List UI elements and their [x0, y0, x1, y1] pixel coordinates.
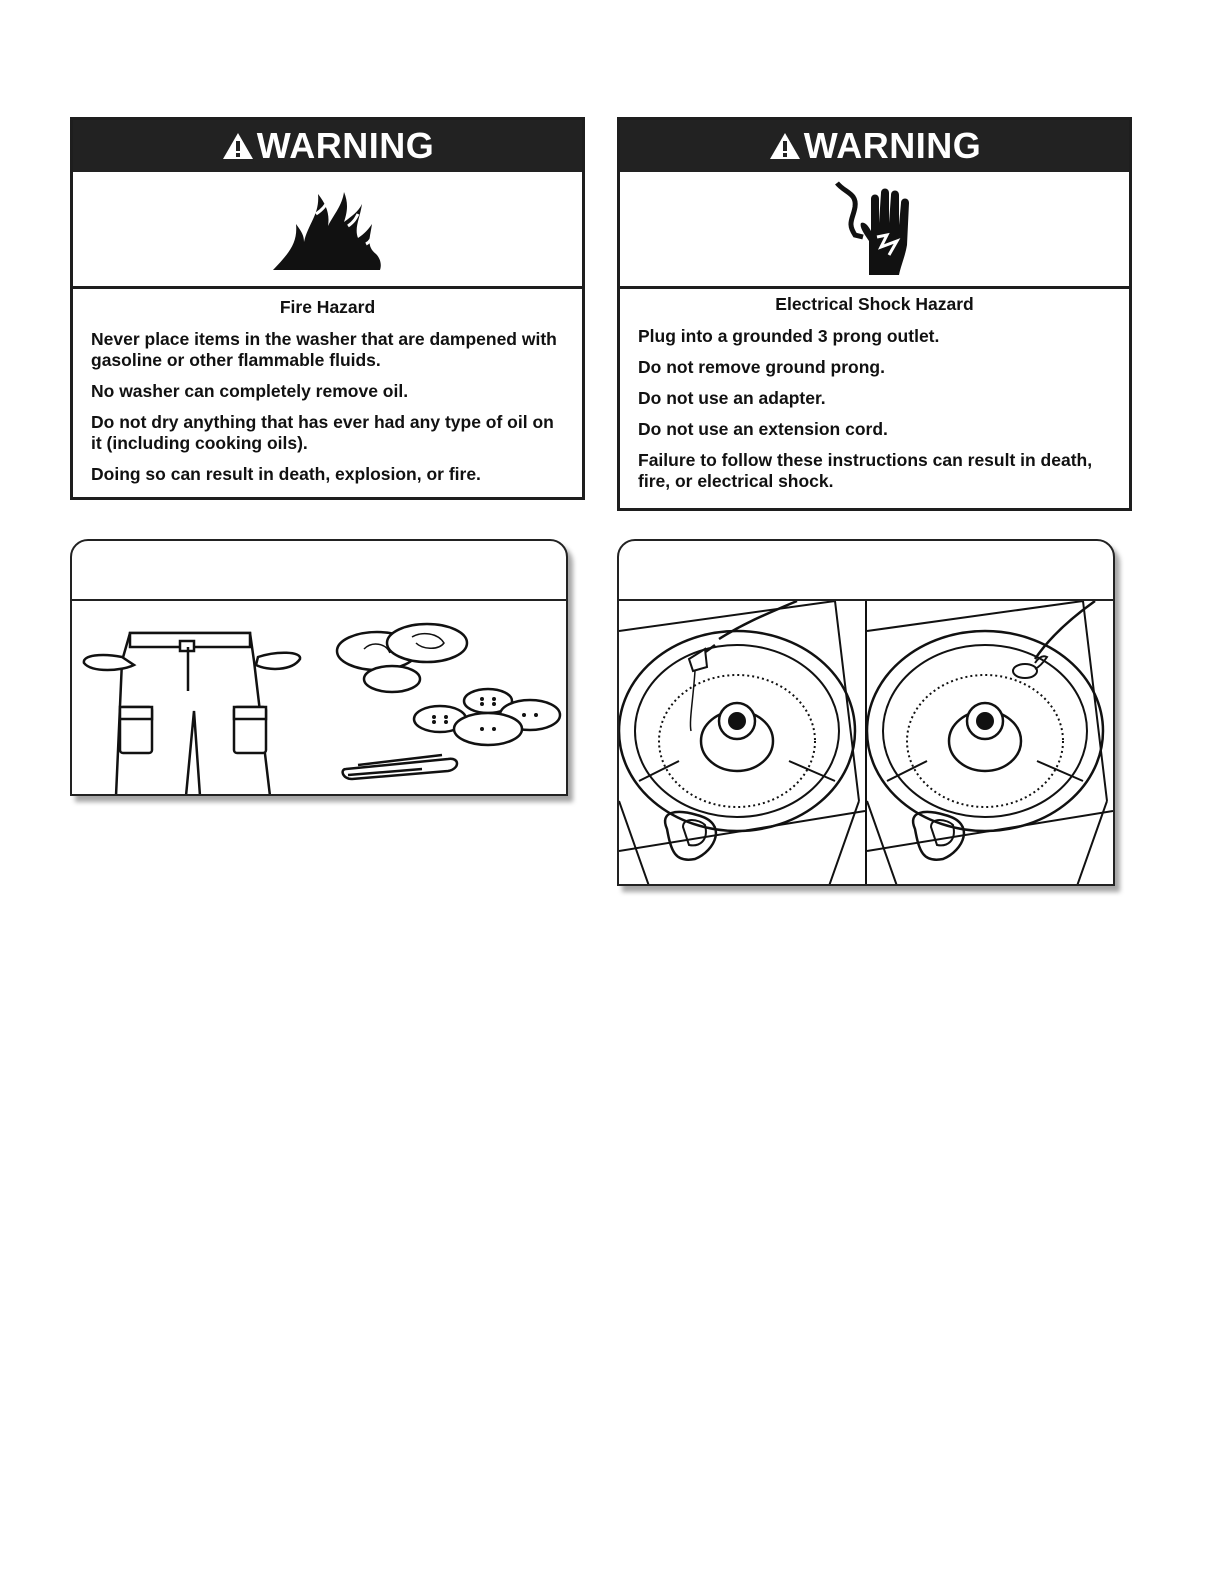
warning-line: Never place items in the washer that are dampened with gasoline or other flammable fluids. — [91, 329, 557, 370]
warning-line: Do not use an extension cord. — [638, 419, 888, 439]
electrical-warning-box — [617, 117, 1132, 511]
alert-triangle-icon — [768, 131, 802, 161]
panel-caption-area — [619, 541, 1113, 601]
shock-icon-area — [620, 172, 1129, 289]
alert-triangle-icon — [221, 131, 255, 161]
washer-panel — [617, 539, 1115, 886]
warning-line: Doing so can result in death, explosion, or fire. — [91, 464, 481, 484]
electric-shock-hand-icon — [825, 179, 925, 279]
fire-icon — [268, 184, 388, 274]
warning-title: WARNING — [256, 125, 435, 166]
washer-basket-pour-and-spoon-icon — [619, 601, 1113, 886]
warning-header — [620, 120, 1129, 172]
empty-pockets-coins-buttons-pins-icon — [72, 601, 566, 796]
empty-pockets-panel — [70, 539, 568, 796]
warning-line: Do not dry anything that has ever had any type of oil on it (including cooking oils). — [91, 412, 554, 453]
washer-spoon-icon — [867, 601, 1113, 886]
warning-line: Plug into a grounded 3 prong outlet. — [638, 326, 940, 346]
hazard-title: Fire Hazard — [279, 297, 376, 317]
coins-icon — [337, 624, 467, 692]
warning-line: Do not use an adapter. — [638, 388, 826, 408]
warning-line: No washer can completely remove oil. — [91, 381, 409, 401]
hazard-title: Electrical Shock Hazard — [775, 294, 974, 314]
pants-icon — [84, 633, 300, 796]
panel-caption-area — [72, 541, 566, 601]
safety-pins-icon — [343, 755, 457, 779]
warning-text — [620, 289, 1129, 492]
warning-line: Failure to follow these instructions can result in death, fire, or electrical shock. — [638, 450, 1093, 491]
warning-header — [73, 120, 582, 172]
warning-line: Do not remove ground prong. — [638, 357, 885, 377]
fire-warning-box — [70, 117, 585, 500]
warning-text — [73, 289, 582, 485]
washer-pour-icon — [619, 601, 865, 886]
warning-title: WARNING — [803, 125, 982, 166]
fire-icon-area — [73, 172, 582, 289]
buttons-icon — [414, 689, 560, 745]
